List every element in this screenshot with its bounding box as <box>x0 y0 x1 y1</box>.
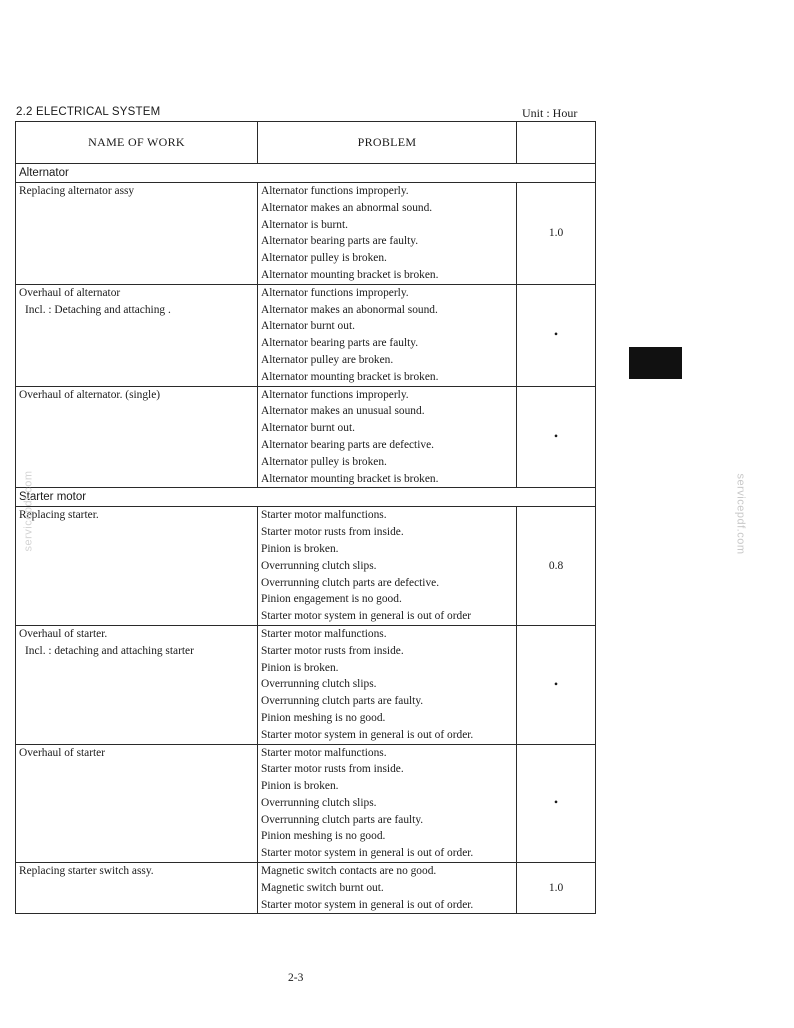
work-name: Overhaul of starter <box>19 746 106 759</box>
work-name: Replacing alternator assy <box>19 185 135 197</box>
table-row <box>16 744 596 863</box>
category-row <box>16 488 596 507</box>
column-header-name-of-work: NAME OF WORK <box>16 122 258 164</box>
problem-line: Alternator mounting bracket is broken. <box>261 370 439 383</box>
problem-cell <box>258 284 517 386</box>
problem-line: Alternator functions improperly. <box>261 286 409 299</box>
work-name-cell <box>16 625 258 744</box>
problem-line: Alternator is burnt. <box>261 218 348 231</box>
problem-cell <box>258 625 517 744</box>
problem-line: Starter motor system in general is out of order. <box>261 728 474 741</box>
section-tab-marker <box>629 347 682 379</box>
problem-line: Starter motor malfunctions. <box>261 746 387 759</box>
table-body <box>16 164 596 914</box>
category-label: Alternator <box>16 164 596 183</box>
hours-cell <box>517 284 596 386</box>
hours-value: • <box>553 430 559 443</box>
problem-line: Overrunning clutch parts are faulty. <box>261 695 424 708</box>
work-name: Replacing starter switch assy. <box>19 865 154 878</box>
problem-line: Overrunning clutch slips. <box>261 559 377 572</box>
table-row <box>16 386 596 488</box>
hours-value: • <box>553 329 559 342</box>
work-name: Overhaul of starter. <box>19 627 108 640</box>
work-name: Overhaul of alternator <box>19 286 121 299</box>
hours-cell <box>517 863 596 914</box>
problem-line: Overrunning clutch parts are faulty. <box>261 813 424 826</box>
table-row <box>16 863 596 914</box>
problem-line: Starter motor malfunctions. <box>261 509 387 522</box>
hours-cell <box>517 625 596 744</box>
work-name-cell <box>16 284 258 386</box>
table-row <box>16 284 596 386</box>
problem-line: Pinion meshing is no good. <box>261 711 386 724</box>
work-hours-table <box>15 121 596 914</box>
hours-value: • <box>553 797 559 810</box>
table-row <box>16 625 596 744</box>
problem-line: Pinion is broken. <box>261 661 339 674</box>
category-row <box>16 164 596 183</box>
problem-line: Overrunning clutch slips. <box>261 678 377 691</box>
work-name-cell <box>16 183 258 285</box>
problem-line: Alternator burnt out. <box>261 422 355 435</box>
problem-line: Alternator functions improperly. <box>261 185 409 197</box>
hours-cell <box>517 386 596 488</box>
problem-line: Starter motor malfunctions. <box>261 627 387 640</box>
problem-cell <box>258 183 517 285</box>
problem-line: Starter motor rusts from inside. <box>261 763 404 776</box>
column-header-hours <box>517 122 596 164</box>
work-name-cell <box>16 507 258 626</box>
hours-value: 1.0 <box>548 227 564 240</box>
problem-cell <box>258 863 517 914</box>
work-name-cell <box>16 744 258 863</box>
problem-line: Starter motor system in general is out of order <box>261 610 472 623</box>
watermark-right: servicepdf.com <box>734 473 747 555</box>
watermark-left: servicepdf.com <box>22 470 35 552</box>
problem-line: Alternator bearing parts are faulty. <box>261 235 419 248</box>
unit-label: Unit : Hour <box>522 106 578 120</box>
problem-line: Pinion engagement is no good. <box>261 593 402 606</box>
problem-line: Alternator bearing parts are faulty. <box>261 337 419 350</box>
problem-line: Overrunning clutch slips. <box>261 796 377 809</box>
hours-value: • <box>553 678 559 691</box>
problem-line: Overrunning clutch parts are defective. <box>261 576 440 589</box>
problem-line: Alternator makes an unusual sound. <box>261 405 425 418</box>
problem-line: Pinion is broken. <box>261 780 339 793</box>
problem-line: Alternator mounting bracket is broken. <box>261 472 439 485</box>
hours-value: 1.0 <box>548 882 564 895</box>
problem-cell <box>258 507 517 626</box>
page-number: 2-3 <box>288 972 304 984</box>
hours-cell <box>517 744 596 863</box>
problem-line: Alternator mounting bracket is broken. <box>261 268 439 281</box>
problem-line: Starter motor rusts from inside. <box>261 644 404 657</box>
table-header-row <box>16 122 596 164</box>
problem-line: Alternator makes an abnormal sound. <box>261 201 433 214</box>
work-name: Overhaul of alternator. (single) <box>19 388 161 401</box>
work-includes-note: Incl. : detaching and attaching starter <box>25 644 194 657</box>
hours-cell <box>517 183 596 285</box>
problem-cell <box>258 386 517 488</box>
column-header-problem: PROBLEM <box>258 122 517 164</box>
problem-line: Starter motor system in general is out of order. <box>261 898 474 911</box>
problem-line: Alternator pulley are broken. <box>261 353 394 366</box>
table-row <box>16 183 596 285</box>
work-includes-note: Incl. : Detaching and attaching . <box>25 303 171 316</box>
problem-line: Starter motor rusts from inside. <box>261 526 404 539</box>
problem-line: Starter motor system in general is out of order. <box>261 847 474 860</box>
problem-line: Magnetic switch burnt out. <box>261 881 384 894</box>
problem-line: Alternator pulley is broken. <box>261 252 387 265</box>
problem-line: Alternator burnt out. <box>261 320 355 333</box>
work-name-cell <box>16 863 258 914</box>
section-title: 2.2 ELECTRICAL SYSTEM <box>16 106 161 118</box>
category-label: Starter motor <box>16 488 596 507</box>
problem-line: Alternator functions improperly. <box>261 388 409 401</box>
problem-line: Alternator bearing parts are defective. <box>261 438 434 451</box>
table-row <box>16 507 596 626</box>
problem-line: Pinion is broken. <box>261 542 339 555</box>
hours-cell <box>517 507 596 626</box>
problem-line: Pinion meshing is no good. <box>261 830 386 843</box>
problem-line: Alternator makes an abonormal sound. <box>261 303 438 316</box>
problem-cell <box>258 744 517 863</box>
hours-value: 0.8 <box>548 560 564 573</box>
problem-line: Alternator pulley is broken. <box>261 455 387 468</box>
work-name: Replacing starter. <box>19 509 99 522</box>
work-name-cell <box>16 386 258 488</box>
problem-line: Magnetic switch contacts are no good. <box>261 865 437 878</box>
